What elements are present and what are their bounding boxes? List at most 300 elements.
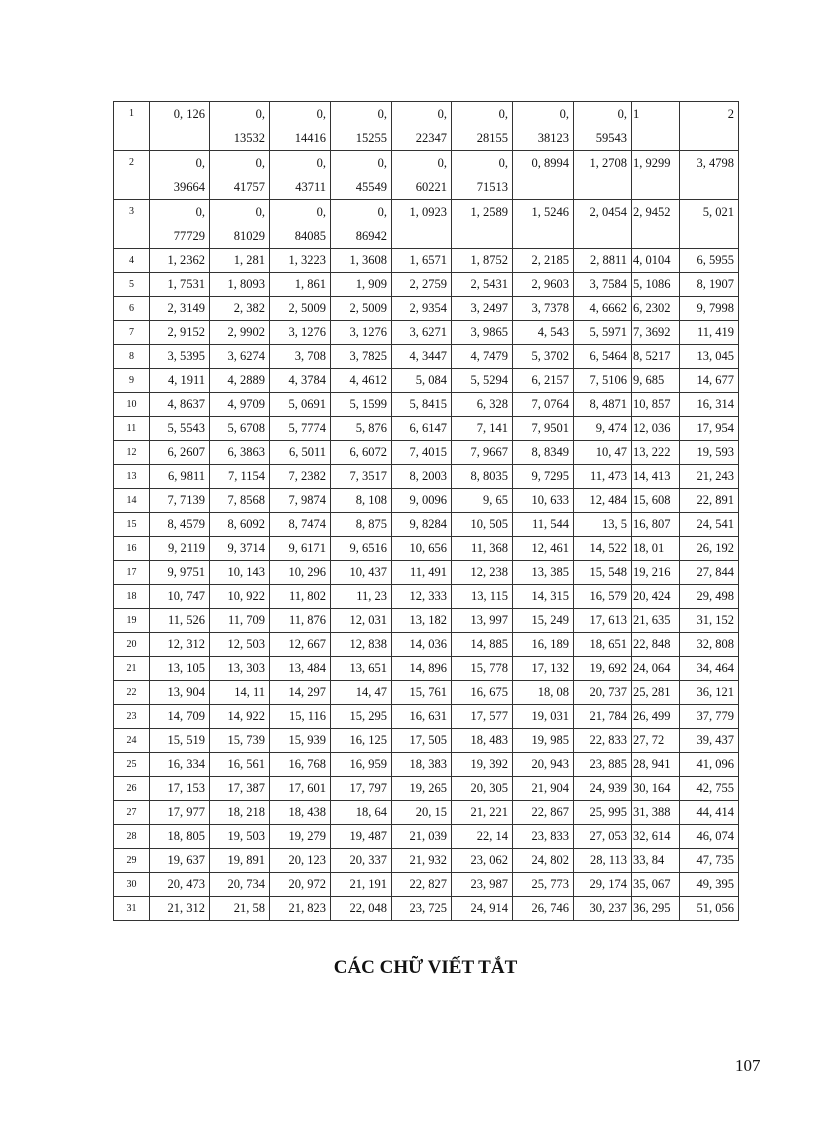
table-cell bbox=[574, 849, 632, 873]
cell-text: 0, bbox=[377, 156, 387, 170]
table-cell bbox=[574, 825, 632, 849]
cell-text: 3, 1276 bbox=[288, 325, 326, 339]
cell-text: 3, 7584 bbox=[589, 277, 627, 291]
table-cell bbox=[331, 849, 392, 873]
table-row bbox=[114, 273, 739, 297]
table-cell bbox=[210, 249, 270, 273]
table-cell bbox=[513, 849, 574, 873]
cell-text: 17, 613 bbox=[589, 613, 627, 627]
table-row bbox=[114, 151, 739, 200]
table-cell bbox=[150, 657, 210, 681]
table-cell bbox=[150, 705, 210, 729]
row-index: 1 bbox=[114, 102, 150, 151]
cell-text: 1, 9299 bbox=[633, 156, 671, 170]
table-cell bbox=[632, 102, 680, 151]
table-cell bbox=[632, 345, 680, 369]
table-cell bbox=[680, 465, 739, 489]
table-cell bbox=[150, 151, 210, 200]
cell-text: 5, 0691 bbox=[288, 397, 326, 411]
row-index: 9 bbox=[114, 369, 150, 393]
cell-text: 4, 7479 bbox=[470, 349, 508, 363]
table-cell bbox=[513, 753, 574, 777]
cell-text: 3, 6271 bbox=[409, 325, 447, 339]
table-cell bbox=[452, 273, 513, 297]
cell-text: 21, 904 bbox=[531, 781, 569, 795]
cell-text: 5, 8415 bbox=[409, 397, 447, 411]
cell-text: 19, 216 bbox=[633, 565, 671, 579]
table-cell bbox=[210, 849, 270, 873]
table-cell bbox=[270, 897, 331, 921]
cell-text: 22, 14 bbox=[476, 829, 508, 843]
table-cell bbox=[331, 441, 392, 465]
cell-text: 13, 904 bbox=[167, 685, 205, 699]
table-cell bbox=[331, 417, 392, 441]
table-cell bbox=[680, 369, 739, 393]
table-cell bbox=[574, 489, 632, 513]
table-cell bbox=[392, 753, 452, 777]
table-cell bbox=[513, 369, 574, 393]
table-cell bbox=[150, 297, 210, 321]
cell-text: 5, 1086 bbox=[633, 277, 671, 291]
table-cell bbox=[452, 801, 513, 825]
table-cell bbox=[270, 681, 331, 705]
cell-text: 16, 189 bbox=[531, 637, 569, 651]
cell-text: 5, 7774 bbox=[288, 421, 326, 435]
table-cell bbox=[513, 897, 574, 921]
table-cell bbox=[680, 297, 739, 321]
table-row bbox=[114, 849, 739, 873]
cell-text: 20, 424 bbox=[633, 589, 671, 603]
table-cell bbox=[632, 489, 680, 513]
cell-text: 36, 121 bbox=[696, 685, 734, 699]
cell-text: 13532 bbox=[233, 131, 265, 145]
cell-text: 4, 3447 bbox=[409, 349, 447, 363]
table-cell bbox=[574, 102, 632, 151]
table-cell bbox=[452, 705, 513, 729]
table-cell bbox=[392, 777, 452, 801]
table-cell bbox=[574, 873, 632, 897]
row-index: 8 bbox=[114, 345, 150, 369]
table-cell bbox=[574, 249, 632, 273]
cell-text: 22347 bbox=[415, 131, 447, 145]
section-heading: CÁC CHỮ VIẾT TẮT bbox=[333, 957, 518, 978]
table-cell bbox=[150, 681, 210, 705]
cell-text: 10, 505 bbox=[470, 517, 508, 531]
cell-text: 16, 768 bbox=[288, 757, 326, 771]
table-cell bbox=[210, 633, 270, 657]
table-cell bbox=[270, 801, 331, 825]
cell-text: 0, 8994 bbox=[531, 156, 569, 170]
table-cell bbox=[210, 417, 270, 441]
table-cell bbox=[632, 297, 680, 321]
table-cell bbox=[210, 561, 270, 585]
table-cell bbox=[331, 873, 392, 897]
cell-text: 25, 995 bbox=[589, 805, 627, 819]
row-index: 30 bbox=[114, 873, 150, 897]
cell-text: 8, 4579 bbox=[167, 517, 205, 531]
table-cell bbox=[270, 729, 331, 753]
cell-text: 0, bbox=[559, 107, 569, 121]
cell-text: 84085 bbox=[294, 229, 326, 243]
cell-text: 1, 7531 bbox=[167, 277, 205, 291]
table-cell bbox=[270, 489, 331, 513]
table-cell bbox=[680, 849, 739, 873]
cell-text: 15, 295 bbox=[349, 709, 387, 723]
row-index: 20 bbox=[114, 633, 150, 657]
cell-text: 4, 4612 bbox=[349, 373, 387, 387]
row-index: 3 bbox=[114, 200, 150, 249]
table-cell bbox=[513, 489, 574, 513]
cell-text: 35, 067 bbox=[633, 877, 671, 891]
table-cell bbox=[680, 729, 739, 753]
table-cell bbox=[392, 513, 452, 537]
table-cell bbox=[574, 657, 632, 681]
table-cell bbox=[513, 681, 574, 705]
table-cell bbox=[513, 345, 574, 369]
table-cell bbox=[270, 849, 331, 873]
cell-text: 19, 265 bbox=[409, 781, 447, 795]
table-cell bbox=[331, 489, 392, 513]
cell-text: 24, 914 bbox=[470, 901, 508, 915]
cell-text: 12, 503 bbox=[227, 637, 265, 651]
table-cell bbox=[680, 345, 739, 369]
cell-text: 2, 0454 bbox=[589, 205, 627, 219]
table-cell bbox=[210, 513, 270, 537]
cell-text: 6, 328 bbox=[476, 397, 508, 411]
cell-text: 15, 778 bbox=[470, 661, 508, 675]
table-cell bbox=[270, 151, 331, 200]
cell-text: 0, bbox=[255, 156, 265, 170]
table-cell bbox=[331, 273, 392, 297]
cell-text: 20, 943 bbox=[531, 757, 569, 771]
cell-text: 10, 437 bbox=[349, 565, 387, 579]
cell-text: 8, 1907 bbox=[696, 277, 734, 291]
table-cell bbox=[452, 777, 513, 801]
table-cell bbox=[632, 537, 680, 561]
table-cell bbox=[270, 561, 331, 585]
table-cell bbox=[392, 681, 452, 705]
table-cell bbox=[632, 777, 680, 801]
table-cell bbox=[331, 705, 392, 729]
cell-text: 21, 039 bbox=[409, 829, 447, 843]
table-row bbox=[114, 369, 739, 393]
table-cell bbox=[632, 849, 680, 873]
table-cell bbox=[452, 465, 513, 489]
table-row bbox=[114, 897, 739, 921]
table-cell bbox=[392, 537, 452, 561]
row-index: 17 bbox=[114, 561, 150, 585]
cell-text: 14, 922 bbox=[227, 709, 265, 723]
table-cell bbox=[270, 102, 331, 151]
table-cell bbox=[210, 489, 270, 513]
table-cell bbox=[392, 729, 452, 753]
cell-text: 14, 677 bbox=[696, 373, 734, 387]
row-index: 31 bbox=[114, 897, 150, 921]
cell-text: 2 bbox=[727, 107, 734, 121]
table-cell bbox=[392, 321, 452, 345]
cell-text: 36, 295 bbox=[633, 901, 671, 915]
table-cell bbox=[513, 705, 574, 729]
row-index: 19 bbox=[114, 609, 150, 633]
cell-text: 21, 243 bbox=[696, 469, 734, 483]
table-cell bbox=[513, 633, 574, 657]
table-cell bbox=[270, 873, 331, 897]
cell-text: 28, 113 bbox=[589, 853, 627, 867]
row-index: 29 bbox=[114, 849, 150, 873]
cell-text: 29, 498 bbox=[696, 589, 734, 603]
cell-text: 0, bbox=[195, 205, 205, 219]
cell-text: 27, 844 bbox=[696, 565, 734, 579]
cell-text: 17, 132 bbox=[531, 661, 569, 675]
table-cell bbox=[392, 585, 452, 609]
cell-text: 16, 959 bbox=[349, 757, 387, 771]
cell-text: 5, 5543 bbox=[167, 421, 205, 435]
cell-text: 5, 084 bbox=[415, 373, 447, 387]
cell-text: 23, 062 bbox=[470, 853, 508, 867]
cell-text: 8, 8035 bbox=[470, 469, 508, 483]
cell-text: 11, 23 bbox=[356, 589, 387, 603]
cell-text: 12, 312 bbox=[167, 637, 205, 651]
cell-text: 6, 6072 bbox=[349, 445, 387, 459]
table-cell bbox=[270, 273, 331, 297]
table-cell bbox=[452, 489, 513, 513]
table-cell bbox=[331, 321, 392, 345]
table-cell bbox=[632, 151, 680, 200]
cell-text: 3, 4798 bbox=[696, 156, 734, 170]
table-cell bbox=[452, 753, 513, 777]
cell-text: 21, 58 bbox=[233, 901, 265, 915]
table-cell bbox=[150, 801, 210, 825]
cell-text: 0, bbox=[316, 156, 326, 170]
table-cell bbox=[331, 801, 392, 825]
table-cell bbox=[270, 753, 331, 777]
cell-text: 15, 739 bbox=[227, 733, 265, 747]
table-cell bbox=[331, 825, 392, 849]
cell-text: 23, 987 bbox=[470, 877, 508, 891]
table-cell bbox=[574, 753, 632, 777]
cell-text: 22, 048 bbox=[349, 901, 387, 915]
cell-text: 6, 5464 bbox=[589, 349, 627, 363]
table-cell bbox=[210, 151, 270, 200]
table-cell bbox=[392, 297, 452, 321]
table-cell bbox=[392, 465, 452, 489]
table-cell bbox=[210, 321, 270, 345]
cell-text: 16, 631 bbox=[409, 709, 447, 723]
table-cell bbox=[632, 465, 680, 489]
table-cell bbox=[680, 489, 739, 513]
table-cell bbox=[270, 609, 331, 633]
row-index: 5 bbox=[114, 273, 150, 297]
cell-text: 9, 65 bbox=[483, 493, 508, 507]
table-cell bbox=[680, 585, 739, 609]
cell-text: 45549 bbox=[355, 180, 387, 194]
row-index: 26 bbox=[114, 777, 150, 801]
cell-text: 21, 932 bbox=[409, 853, 447, 867]
table-cell bbox=[574, 609, 632, 633]
table-row bbox=[114, 705, 739, 729]
cell-text: 22, 848 bbox=[633, 637, 671, 651]
cell-text: 12, 238 bbox=[470, 565, 508, 579]
table-cell bbox=[331, 200, 392, 249]
cell-text: 44, 414 bbox=[696, 805, 734, 819]
table-cell bbox=[150, 729, 210, 753]
cell-text: 23, 725 bbox=[409, 901, 447, 915]
table-cell bbox=[452, 897, 513, 921]
cell-text: 31, 152 bbox=[696, 613, 734, 627]
table-cell bbox=[210, 345, 270, 369]
table-cell bbox=[392, 273, 452, 297]
cell-text: 27, 053 bbox=[589, 829, 627, 843]
cell-text: 10, 747 bbox=[167, 589, 205, 603]
cell-text: 38123 bbox=[537, 131, 569, 145]
table-cell bbox=[574, 801, 632, 825]
table-cell bbox=[270, 585, 331, 609]
cell-text: 8, 8349 bbox=[531, 445, 569, 459]
table-cell bbox=[574, 369, 632, 393]
cell-text: 1, 2362 bbox=[167, 253, 205, 267]
cell-text: 19, 692 bbox=[589, 661, 627, 675]
cell-text: 18, 651 bbox=[589, 637, 627, 651]
table-cell bbox=[331, 297, 392, 321]
cell-text: 29, 174 bbox=[589, 877, 627, 891]
table-cell bbox=[574, 777, 632, 801]
table-cell bbox=[210, 729, 270, 753]
table-cell bbox=[331, 897, 392, 921]
cell-text: 18, 805 bbox=[167, 829, 205, 843]
cell-text: 0, bbox=[316, 107, 326, 121]
cell-text: 14, 896 bbox=[409, 661, 447, 675]
table-cell bbox=[452, 345, 513, 369]
table-cell bbox=[150, 849, 210, 873]
cell-text: 3, 6274 bbox=[227, 349, 265, 363]
table-row bbox=[114, 102, 739, 151]
cell-text: 4, 6662 bbox=[589, 301, 627, 315]
table-cell bbox=[574, 151, 632, 200]
cell-text: 10, 857 bbox=[633, 397, 671, 411]
cell-text: 13, 045 bbox=[696, 349, 734, 363]
cell-text: 11, 526 bbox=[167, 613, 205, 627]
cell-text: 11, 368 bbox=[470, 541, 508, 555]
table-cell bbox=[392, 849, 452, 873]
table-cell bbox=[392, 249, 452, 273]
cell-text: 11, 876 bbox=[288, 613, 326, 627]
cell-text: 1, 5246 bbox=[531, 205, 569, 219]
cell-text: 1, 861 bbox=[294, 277, 326, 291]
table-cell bbox=[513, 417, 574, 441]
cell-text: 1, 6571 bbox=[409, 253, 447, 267]
cell-text: 22, 827 bbox=[409, 877, 447, 891]
table-row bbox=[114, 729, 739, 753]
table-cell bbox=[392, 561, 452, 585]
cell-text: 10, 922 bbox=[227, 589, 265, 603]
cell-text: 24, 939 bbox=[589, 781, 627, 795]
cell-text: 19, 985 bbox=[531, 733, 569, 747]
table-cell bbox=[210, 585, 270, 609]
table-cell bbox=[452, 513, 513, 537]
cell-text: 13, 115 bbox=[470, 589, 508, 603]
row-index: 13 bbox=[114, 465, 150, 489]
cell-text: 9, 7998 bbox=[696, 301, 734, 315]
table-cell bbox=[680, 393, 739, 417]
table-cell bbox=[270, 200, 331, 249]
cell-text: 2, 2759 bbox=[409, 277, 447, 291]
table-cell bbox=[632, 801, 680, 825]
table-cell bbox=[331, 729, 392, 753]
cell-text: 20, 972 bbox=[288, 877, 326, 891]
cell-text: 4, 9709 bbox=[227, 397, 265, 411]
cell-text: 6, 2302 bbox=[633, 301, 671, 315]
table-cell bbox=[270, 705, 331, 729]
table-cell bbox=[392, 151, 452, 200]
table-cell bbox=[331, 585, 392, 609]
table-cell bbox=[513, 321, 574, 345]
cell-text: 23, 833 bbox=[531, 829, 569, 843]
cell-text: 19, 279 bbox=[288, 829, 326, 843]
cell-text: 21, 635 bbox=[633, 613, 671, 627]
cell-text: 47, 735 bbox=[696, 853, 734, 867]
table-cell bbox=[574, 345, 632, 369]
cell-text: 14, 522 bbox=[589, 541, 627, 555]
table-cell bbox=[680, 825, 739, 849]
row-index: 12 bbox=[114, 441, 150, 465]
cell-text: 16, 334 bbox=[167, 757, 205, 771]
cell-text: 17, 153 bbox=[167, 781, 205, 795]
cell-text: 19, 487 bbox=[349, 829, 387, 843]
cell-text: 2, 3149 bbox=[167, 301, 205, 315]
cell-text: 17, 977 bbox=[167, 805, 205, 819]
cell-text: 46, 074 bbox=[696, 829, 734, 843]
cell-text: 11, 419 bbox=[696, 325, 734, 339]
page-number: 107 bbox=[735, 1056, 761, 1075]
cell-text: 9, 0096 bbox=[409, 493, 447, 507]
cell-text: 18, 483 bbox=[470, 733, 508, 747]
table-cell bbox=[331, 561, 392, 585]
cell-text: 16, 675 bbox=[470, 685, 508, 699]
cell-text: 13, 997 bbox=[470, 613, 508, 627]
table-cell bbox=[680, 657, 739, 681]
table-cell bbox=[270, 513, 331, 537]
table-cell bbox=[513, 273, 574, 297]
table-cell bbox=[150, 321, 210, 345]
table-cell bbox=[392, 345, 452, 369]
table-cell bbox=[150, 513, 210, 537]
table-cell bbox=[270, 657, 331, 681]
table-cell bbox=[150, 873, 210, 897]
table-cell bbox=[150, 489, 210, 513]
cell-text: 4, 0104 bbox=[633, 253, 671, 267]
table-cell bbox=[452, 393, 513, 417]
cell-text: 1, 2708 bbox=[589, 156, 627, 170]
cell-text: 0, bbox=[377, 205, 387, 219]
table-cell bbox=[632, 873, 680, 897]
cell-text: 7, 1154 bbox=[227, 469, 265, 483]
cell-text: 18, 08 bbox=[537, 685, 569, 699]
cell-text: 2, 9902 bbox=[227, 325, 265, 339]
cell-text: 17, 797 bbox=[349, 781, 387, 795]
cell-text: 0, bbox=[498, 107, 508, 121]
table-cell bbox=[392, 825, 452, 849]
cell-text: 8, 2003 bbox=[409, 469, 447, 483]
cell-text: 2, 9603 bbox=[531, 277, 569, 291]
cell-text: 13, 182 bbox=[409, 613, 447, 627]
table-cell bbox=[632, 729, 680, 753]
table-cell bbox=[574, 681, 632, 705]
table-cell bbox=[680, 513, 739, 537]
cell-text: 0, bbox=[437, 156, 447, 170]
cell-text: 17, 601 bbox=[288, 781, 326, 795]
cell-text: 3, 7825 bbox=[349, 349, 387, 363]
table-cell bbox=[632, 417, 680, 441]
